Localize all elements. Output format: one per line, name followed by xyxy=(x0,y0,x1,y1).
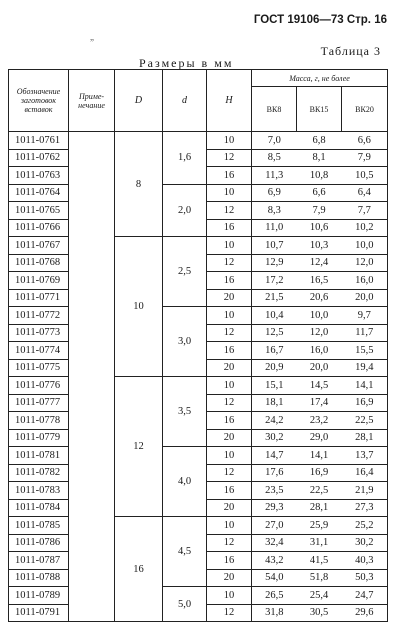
cell-bk20: 16,0 xyxy=(342,272,388,290)
cell-code: 1011-0786 xyxy=(9,534,69,552)
cell-bk15: 25,9 xyxy=(297,517,342,535)
cell-bk15: 25,4 xyxy=(297,587,342,605)
cell-D: 12 xyxy=(115,377,163,517)
cell-bk15: 16,9 xyxy=(297,464,342,482)
cell-remark xyxy=(69,132,115,622)
cell-bk8: 10,4 xyxy=(252,307,297,325)
cell-H: 10 xyxy=(207,517,252,535)
cell-code: 1011-0775 xyxy=(9,359,69,377)
cell-H: 16 xyxy=(207,219,252,237)
cell-H: 10 xyxy=(207,587,252,605)
cell-d: 3,5 xyxy=(163,377,207,447)
cell-bk15: 12,0 xyxy=(297,324,342,342)
cell-H: 10 xyxy=(207,184,252,202)
cell-bk8: 7,0 xyxy=(252,132,297,150)
cell-bk15: 16,5 xyxy=(297,272,342,290)
cell-bk15: 30,5 xyxy=(297,604,342,622)
cell-bk15: 7,9 xyxy=(297,202,342,220)
cell-bk20: 19,4 xyxy=(342,359,388,377)
cell-H: 20 xyxy=(207,429,252,447)
cell-H: 16 xyxy=(207,272,252,290)
cell-bk20: 21,9 xyxy=(342,482,388,500)
cell-bk8: 20,9 xyxy=(252,359,297,377)
cell-bk20: 10,2 xyxy=(342,219,388,237)
cell-H: 10 xyxy=(207,377,252,395)
cell-code: 1011-0791 xyxy=(9,604,69,622)
cell-code: 1011-0788 xyxy=(9,569,69,587)
cell-bk8: 32,4 xyxy=(252,534,297,552)
cell-bk20: 14,1 xyxy=(342,377,388,395)
cell-code: 1011-0776 xyxy=(9,377,69,395)
cell-bk15: 16,0 xyxy=(297,342,342,360)
cell-bk8: 29,3 xyxy=(252,499,297,517)
cell-code: 1011-0789 xyxy=(9,587,69,605)
cell-bk8: 8,5 xyxy=(252,149,297,167)
cell-bk15: 10,0 xyxy=(297,307,342,325)
cell-bk8: 15,1 xyxy=(252,377,297,395)
cell-bk15: 14,1 xyxy=(297,447,342,465)
cell-code: 1011-0767 xyxy=(9,237,69,255)
cell-H: 20 xyxy=(207,499,252,517)
cell-bk8: 54,0 xyxy=(252,569,297,587)
cell-bk8: 6,9 xyxy=(252,184,297,202)
cell-bk20: 50,3 xyxy=(342,569,388,587)
cell-H: 20 xyxy=(207,359,252,377)
cell-code: 1011-0765 xyxy=(9,202,69,220)
cell-bk20: 13,7 xyxy=(342,447,388,465)
cell-code: 1011-0772 xyxy=(9,307,69,325)
cell-code: 1011-0781 xyxy=(9,447,69,465)
cell-bk20: 10,5 xyxy=(342,167,388,185)
cell-bk20: 30,2 xyxy=(342,534,388,552)
cell-code: 1011-0785 xyxy=(9,517,69,535)
cell-bk15: 20,0 xyxy=(297,359,342,377)
cell-bk20: 28,1 xyxy=(342,429,388,447)
cell-bk15: 41,5 xyxy=(297,552,342,570)
cell-bk15: 51,8 xyxy=(297,569,342,587)
table-body xyxy=(9,132,388,622)
cell-bk15: 8,1 xyxy=(297,149,342,167)
units-caption: Размеры в мм xyxy=(139,56,234,70)
table-row xyxy=(9,447,388,465)
cell-d: 2,0 xyxy=(163,184,207,237)
cell-bk20: 25,2 xyxy=(342,517,388,535)
table-row xyxy=(9,132,388,150)
cell-code: 1011-0782 xyxy=(9,464,69,482)
table-row xyxy=(9,377,388,395)
cell-bk15: 6,8 xyxy=(297,132,342,150)
header-H: H xyxy=(207,70,252,132)
cell-bk8: 16,7 xyxy=(252,342,297,360)
cell-bk8: 30,2 xyxy=(252,429,297,447)
header-D: D xyxy=(115,70,163,132)
cell-code: 1011-0787 xyxy=(9,552,69,570)
cell-H: 12 xyxy=(207,604,252,622)
cell-bk15: 20,6 xyxy=(297,289,342,307)
cell-code: 1011-0764 xyxy=(9,184,69,202)
cell-H: 12 xyxy=(207,254,252,272)
cell-bk20: 29,6 xyxy=(342,604,388,622)
cell-bk20: 40,3 xyxy=(342,552,388,570)
cell-bk15: 29,0 xyxy=(297,429,342,447)
cell-H: 16 xyxy=(207,412,252,430)
cell-bk20: 6,4 xyxy=(342,184,388,202)
cell-bk20: 16,4 xyxy=(342,464,388,482)
cell-bk15: 23,2 xyxy=(297,412,342,430)
cell-H: 16 xyxy=(207,342,252,360)
cell-H: 10 xyxy=(207,132,252,150)
cell-D: 16 xyxy=(115,517,163,622)
cell-code: 1011-0768 xyxy=(9,254,69,272)
cell-code: 1011-0761 xyxy=(9,132,69,150)
cell-bk8: 10,7 xyxy=(252,237,297,255)
cell-bk8: 11,3 xyxy=(252,167,297,185)
cell-bk8: 27,0 xyxy=(252,517,297,535)
dimensions-table xyxy=(8,69,388,622)
margin-mark: „ xyxy=(90,32,94,42)
cell-bk15: 10,6 xyxy=(297,219,342,237)
cell-code: 1011-0778 xyxy=(9,412,69,430)
cell-bk8: 21,5 xyxy=(252,289,297,307)
cell-H: 16 xyxy=(207,167,252,185)
cell-bk8: 43,2 xyxy=(252,552,297,570)
cell-code: 1011-0779 xyxy=(9,429,69,447)
cell-bk15: 10,8 xyxy=(297,167,342,185)
cell-bk20: 16,9 xyxy=(342,394,388,412)
cell-H: 16 xyxy=(207,482,252,500)
cell-code: 1011-0783 xyxy=(9,482,69,500)
cell-H: 10 xyxy=(207,307,252,325)
header-bk8: ВК8 xyxy=(252,87,297,132)
cell-bk20: 7,9 xyxy=(342,149,388,167)
cell-bk20: 9,7 xyxy=(342,307,388,325)
cell-code: 1011-0769 xyxy=(9,272,69,290)
cell-bk8: 26,5 xyxy=(252,587,297,605)
cell-bk8: 8,3 xyxy=(252,202,297,220)
cell-bk15: 17,4 xyxy=(297,394,342,412)
cell-H: 16 xyxy=(207,552,252,570)
cell-bk20: 7,7 xyxy=(342,202,388,220)
cell-bk8: 18,1 xyxy=(252,394,297,412)
cell-bk15: 10,3 xyxy=(297,237,342,255)
table-row xyxy=(9,517,388,535)
cell-d: 1,6 xyxy=(163,132,207,185)
cell-bk8: 12,9 xyxy=(252,254,297,272)
table-row xyxy=(9,184,388,202)
cell-bk20: 20,0 xyxy=(342,289,388,307)
table-caption: Таблица 3 xyxy=(320,44,381,58)
cell-H: 10 xyxy=(207,237,252,255)
cell-bk8: 11,0 xyxy=(252,219,297,237)
cell-d: 5,0 xyxy=(163,587,207,622)
cell-code: 1011-0784 xyxy=(9,499,69,517)
header-d: d xyxy=(163,70,207,132)
cell-H: 20 xyxy=(207,569,252,587)
table-row xyxy=(9,587,388,605)
header-bk15: ВК15 xyxy=(297,87,342,132)
cell-H: 12 xyxy=(207,394,252,412)
standard-reference: ГОСТ 19106—73 Стр. 16 xyxy=(253,14,387,26)
cell-code: 1011-0777 xyxy=(9,394,69,412)
cell-bk8: 24,2 xyxy=(252,412,297,430)
cell-D: 8 xyxy=(115,132,163,237)
cell-bk8: 31,8 xyxy=(252,604,297,622)
cell-bk8: 23,5 xyxy=(252,482,297,500)
cell-code: 1011-0773 xyxy=(9,324,69,342)
cell-bk8: 17,2 xyxy=(252,272,297,290)
cell-code: 1011-0766 xyxy=(9,219,69,237)
cell-H: 12 xyxy=(207,202,252,220)
cell-bk20: 11,7 xyxy=(342,324,388,342)
cell-H: 12 xyxy=(207,149,252,167)
cell-bk8: 17,6 xyxy=(252,464,297,482)
cell-bk15: 28,1 xyxy=(297,499,342,517)
header-bk20: ВК20 xyxy=(342,87,388,132)
cell-bk20: 22,5 xyxy=(342,412,388,430)
cell-D: 10 xyxy=(115,237,163,377)
cell-bk20: 15,5 xyxy=(342,342,388,360)
cell-bk15: 14,5 xyxy=(297,377,342,395)
table-row xyxy=(9,237,388,255)
header-code: Обозначение заготовок вставок xyxy=(9,70,69,132)
cell-code: 1011-0774 xyxy=(9,342,69,360)
cell-bk20: 27,3 xyxy=(342,499,388,517)
cell-bk15: 6,6 xyxy=(297,184,342,202)
cell-H: 10 xyxy=(207,447,252,465)
cell-d: 4,0 xyxy=(163,447,207,517)
header-remark: Приме- нечание xyxy=(69,70,115,132)
cell-bk20: 24,7 xyxy=(342,587,388,605)
cell-bk20: 6,6 xyxy=(342,132,388,150)
cell-H: 12 xyxy=(207,324,252,342)
cell-code: 1011-0771 xyxy=(9,289,69,307)
table-row xyxy=(9,307,388,325)
cell-code: 1011-0763 xyxy=(9,167,69,185)
cell-H: 12 xyxy=(207,464,252,482)
cell-bk20: 10,0 xyxy=(342,237,388,255)
cell-H: 20 xyxy=(207,289,252,307)
cell-bk15: 12,4 xyxy=(297,254,342,272)
cell-d: 3,0 xyxy=(163,307,207,377)
cell-bk20: 12,0 xyxy=(342,254,388,272)
cell-code: 1011-0762 xyxy=(9,149,69,167)
cell-bk8: 14,7 xyxy=(252,447,297,465)
cell-d: 4,5 xyxy=(163,517,207,587)
cell-bk15: 22,5 xyxy=(297,482,342,500)
cell-bk15: 31,1 xyxy=(297,534,342,552)
cell-d: 2,5 xyxy=(163,237,207,307)
header-mass: Масса, г, не более xyxy=(252,70,388,87)
cell-H: 12 xyxy=(207,534,252,552)
cell-bk8: 12,5 xyxy=(252,324,297,342)
